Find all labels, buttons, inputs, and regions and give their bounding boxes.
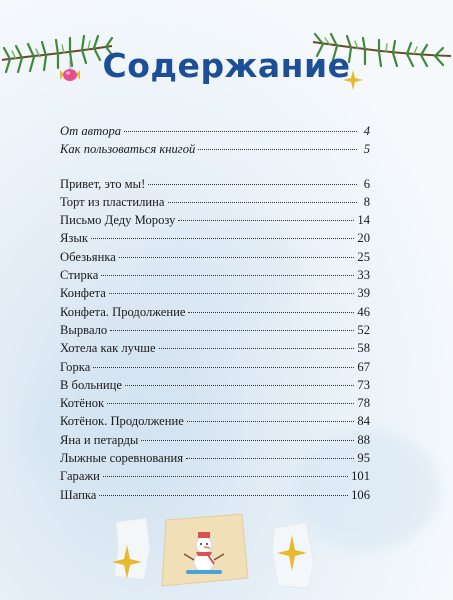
section-gap bbox=[60, 161, 370, 177]
dot-leader bbox=[168, 201, 358, 203]
sparkle-icon bbox=[277, 535, 307, 571]
dot-leader bbox=[188, 311, 354, 313]
dot-leader bbox=[186, 457, 354, 459]
toc-entry[interactable] bbox=[60, 488, 370, 506]
toc-entry-page: 73 bbox=[357, 377, 370, 392]
dot-leader bbox=[198, 148, 357, 150]
toc-entry-label: Конфета bbox=[60, 286, 106, 301]
toc-entry-label: Яна и петарды bbox=[60, 432, 139, 447]
toc-entry[interactable] bbox=[60, 341, 370, 359]
toc-entry[interactable] bbox=[60, 305, 370, 323]
toc-entry-page: 67 bbox=[357, 359, 370, 374]
toc-entry[interactable] bbox=[60, 360, 370, 378]
toc-entry-label: Шапка bbox=[60, 487, 97, 502]
table-of-contents bbox=[60, 124, 370, 506]
dot-leader bbox=[99, 494, 348, 496]
toc-entry[interactable] bbox=[60, 451, 370, 469]
toc-entry-page: 20 bbox=[357, 231, 370, 246]
toc-entry[interactable] bbox=[60, 268, 370, 286]
page-title: Содержание bbox=[102, 46, 351, 85]
toc-entry-label: Конфета. Продолжение bbox=[60, 304, 186, 319]
toc-entry-page: 6 bbox=[363, 176, 370, 191]
dot-leader bbox=[119, 256, 355, 258]
dot-leader bbox=[93, 366, 354, 368]
toc-entry-label: Хотела как лучше bbox=[60, 341, 156, 356]
toc-entry-label: В больнице bbox=[60, 377, 122, 392]
toc-entry-page: 78 bbox=[357, 396, 370, 411]
toc-entry-page: 101 bbox=[351, 469, 370, 484]
toc-entry-label: Привет, это мы! bbox=[60, 176, 146, 191]
toc-entry-label: Письмо Деду Морозу bbox=[60, 213, 176, 228]
toc-entry-page: 8 bbox=[363, 194, 370, 209]
toc-entry-page: 39 bbox=[357, 286, 370, 301]
toc-entry[interactable] bbox=[60, 469, 370, 487]
dot-leader bbox=[148, 183, 357, 185]
toc-entry-page: 4 bbox=[363, 124, 370, 138]
dot-leader bbox=[159, 347, 355, 349]
dot-leader bbox=[103, 475, 348, 477]
toc-entry-page: 52 bbox=[357, 322, 370, 337]
toc-entry[interactable] bbox=[60, 213, 370, 231]
toc-entry[interactable] bbox=[60, 124, 370, 142]
dot-leader bbox=[107, 402, 354, 404]
toc-entry-page: 58 bbox=[357, 341, 370, 356]
dot-leader bbox=[110, 329, 354, 331]
toc-entry-page: 84 bbox=[357, 414, 370, 429]
toc-entry[interactable] bbox=[60, 250, 370, 268]
toc-entry-label: От автора bbox=[60, 124, 122, 138]
dot-leader bbox=[91, 237, 354, 239]
dot-leader bbox=[101, 274, 354, 276]
dot-leader bbox=[178, 219, 354, 221]
toc-entry-page: 14 bbox=[357, 213, 370, 228]
toc-entry-label: Котёнок. Продолжение bbox=[60, 414, 184, 429]
toc-entry-label: Язык bbox=[60, 231, 88, 246]
dot-leader bbox=[124, 130, 357, 132]
toc-entry-label: Обезьянка bbox=[60, 249, 116, 264]
toc-entry[interactable] bbox=[60, 323, 370, 341]
toc-entry-page: 5 bbox=[363, 142, 370, 157]
dot-leader bbox=[109, 292, 355, 294]
toc-entry[interactable] bbox=[60, 378, 370, 396]
toc-entry-page: 88 bbox=[357, 432, 370, 447]
toc-entry-label: Лыжные соревнования bbox=[60, 451, 184, 466]
toc-entry[interactable] bbox=[60, 231, 370, 249]
toc-entry[interactable] bbox=[60, 195, 370, 213]
dot-leader bbox=[141, 439, 354, 441]
toc-entry[interactable] bbox=[60, 177, 370, 195]
toc-entry-page: 25 bbox=[357, 249, 370, 264]
toc-entry[interactable] bbox=[60, 142, 370, 160]
toc-entry-label: Горка bbox=[60, 359, 91, 374]
toc-entry-page: 33 bbox=[357, 268, 370, 283]
toc-entry-label: Как пользоваться книгой bbox=[60, 142, 196, 157]
toc-entry-label: Гаражи bbox=[60, 469, 100, 484]
toc-entry-label: Вырвало bbox=[60, 322, 108, 337]
sparkle-icon bbox=[112, 545, 142, 579]
snowman-card-icon bbox=[158, 512, 250, 588]
toc-entry[interactable] bbox=[60, 414, 370, 432]
dot-leader bbox=[187, 420, 355, 422]
toc-entry-label: Котёнок bbox=[60, 396, 105, 411]
toc-entry-label: Торт из пластилина bbox=[60, 194, 165, 209]
toc-entry-label: Стирка bbox=[60, 268, 99, 283]
toc-entry[interactable] bbox=[60, 433, 370, 451]
toc-entry[interactable] bbox=[60, 286, 370, 304]
toc-entry-page: 106 bbox=[351, 487, 370, 502]
toc-entry[interactable] bbox=[60, 396, 370, 414]
toc-entry-page: 46 bbox=[357, 304, 370, 319]
toc-entry-page: 95 bbox=[357, 451, 370, 466]
dot-leader bbox=[125, 384, 354, 386]
